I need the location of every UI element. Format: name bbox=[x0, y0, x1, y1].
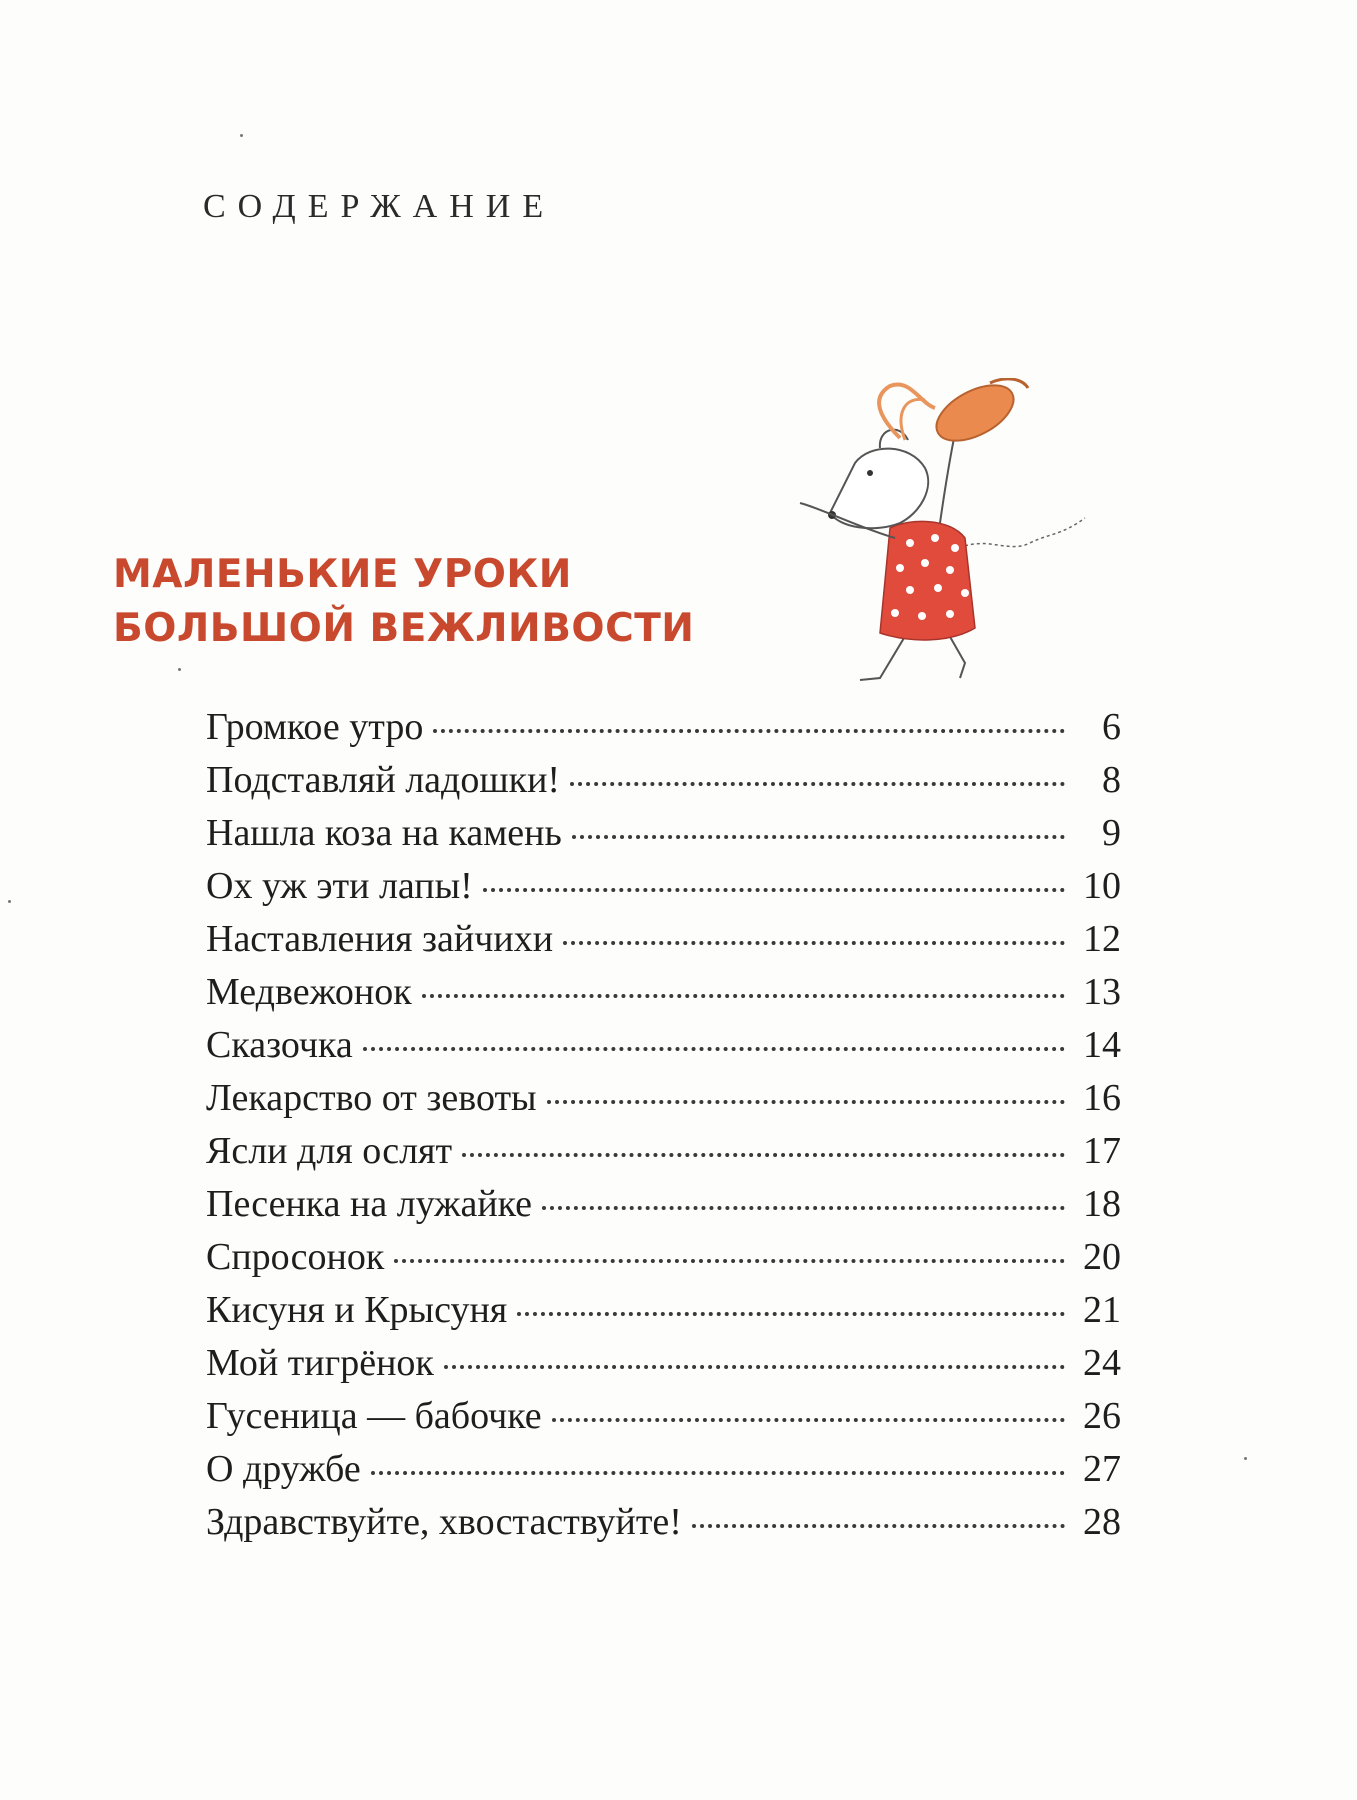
toc-entry[interactable] bbox=[206, 1447, 1121, 1500]
toc-entry[interactable] bbox=[206, 1500, 1121, 1553]
toc-leader-dots bbox=[517, 1312, 1065, 1316]
toc-leader-dots bbox=[692, 1524, 1065, 1528]
toc-entry[interactable] bbox=[206, 758, 1121, 811]
toc-leader-dots bbox=[462, 1153, 1065, 1157]
toc-entry-title: Наставления зайчихи bbox=[206, 918, 554, 960]
toc-entry[interactable] bbox=[206, 1076, 1121, 1129]
toc-entry-page: 16 bbox=[1083, 1077, 1121, 1119]
toc-entry[interactable] bbox=[206, 1235, 1121, 1288]
toc-entry-page: 17 bbox=[1083, 1130, 1121, 1172]
toc-entry-page: 24 bbox=[1083, 1342, 1121, 1384]
toc-entry-title: Здравствуйте, хвостаствуйте! bbox=[206, 1501, 682, 1543]
toc-leader-dots bbox=[572, 835, 1065, 839]
section-title bbox=[113, 548, 694, 656]
toc-entry-title: Кисуня и Крысуня bbox=[206, 1289, 508, 1331]
mouse-in-polka-dot-dress-icon bbox=[760, 378, 1100, 698]
toc-entry-title: Лекарство от зевоты bbox=[206, 1077, 537, 1119]
toc-entry-page: 6 bbox=[1102, 706, 1121, 748]
toc-entry-page: 12 bbox=[1083, 918, 1121, 960]
toc-entry-page: 8 bbox=[1102, 759, 1121, 801]
toc-entry-title: Сказочка bbox=[206, 1024, 353, 1066]
toc-leader-dots bbox=[433, 729, 1065, 733]
toc-entry[interactable] bbox=[206, 1394, 1121, 1447]
toc-leader-dots bbox=[563, 941, 1065, 945]
toc-entry[interactable] bbox=[206, 970, 1121, 1023]
toc-entry-page: 27 bbox=[1083, 1448, 1121, 1490]
toc-entry-page: 28 bbox=[1083, 1501, 1121, 1543]
toc-leader-dots bbox=[394, 1259, 1065, 1263]
scan-speck bbox=[240, 134, 243, 137]
toc-entry[interactable] bbox=[206, 1129, 1121, 1182]
toc-entry-title: Ох уж эти лапы! bbox=[206, 865, 473, 907]
toc-entry-title: Мой тигрёнок bbox=[206, 1342, 434, 1384]
toc-entry-page: 9 bbox=[1102, 812, 1121, 854]
toc-leader-dots bbox=[483, 888, 1065, 892]
toc-entry-title: Громкое утро bbox=[206, 706, 424, 748]
toc-leader-dots bbox=[547, 1100, 1065, 1104]
toc-entry-title: Спросонок bbox=[206, 1236, 385, 1278]
contents-heading: СОДЕРЖАНИЕ bbox=[203, 188, 556, 225]
toc-entry[interactable] bbox=[206, 1023, 1121, 1076]
toc-entry[interactable] bbox=[206, 705, 1121, 758]
toc-entry-page: 14 bbox=[1083, 1024, 1121, 1066]
toc-entry-page: 18 bbox=[1083, 1183, 1121, 1225]
scan-speck bbox=[1244, 1457, 1247, 1460]
toc-entry[interactable] bbox=[206, 1341, 1121, 1394]
toc-entry[interactable] bbox=[206, 864, 1121, 917]
toc-leader-dots bbox=[570, 782, 1065, 786]
scan-speck bbox=[178, 668, 181, 671]
toc-entry-title: Подставляй ладошки! bbox=[206, 759, 561, 801]
table-of-contents bbox=[206, 705, 1121, 1553]
toc-entry-page: 13 bbox=[1083, 971, 1121, 1013]
toc-leader-dots bbox=[552, 1418, 1065, 1422]
toc-entry-title: Гусеница — бабочке bbox=[206, 1395, 542, 1437]
toc-entry-page: 21 bbox=[1083, 1289, 1121, 1331]
toc-leader-dots bbox=[444, 1365, 1065, 1369]
toc-entry-title: Ясли для ослят bbox=[206, 1130, 453, 1172]
section-title-line-2: БОЛЬШОЙ ВЕЖЛИВОСТИ bbox=[113, 606, 695, 651]
toc-entry[interactable] bbox=[206, 811, 1121, 864]
toc-leader-dots bbox=[542, 1206, 1065, 1210]
toc-entry[interactable] bbox=[206, 1288, 1121, 1341]
toc-entry[interactable] bbox=[206, 1182, 1121, 1235]
toc-entry-title: Песенка на лужайке bbox=[206, 1183, 533, 1225]
toc-entry-page: 26 bbox=[1083, 1395, 1121, 1437]
toc-entry-title: Медвежонок bbox=[206, 971, 412, 1013]
toc-entry-page: 20 bbox=[1083, 1236, 1121, 1278]
section-title-line-1: МАЛЕНЬКИЕ УРОКИ bbox=[113, 552, 572, 597]
toc-leader-dots bbox=[422, 994, 1065, 998]
toc-entry-page: 10 bbox=[1083, 865, 1121, 907]
toc-entry-title: Нашла коза на камень bbox=[206, 812, 562, 854]
toc-leader-dots bbox=[363, 1047, 1065, 1051]
scan-speck bbox=[8, 900, 11, 903]
toc-leader-dots bbox=[371, 1471, 1065, 1475]
toc-entry-title: О дружбе bbox=[206, 1448, 361, 1490]
toc-entry[interactable] bbox=[206, 917, 1121, 970]
